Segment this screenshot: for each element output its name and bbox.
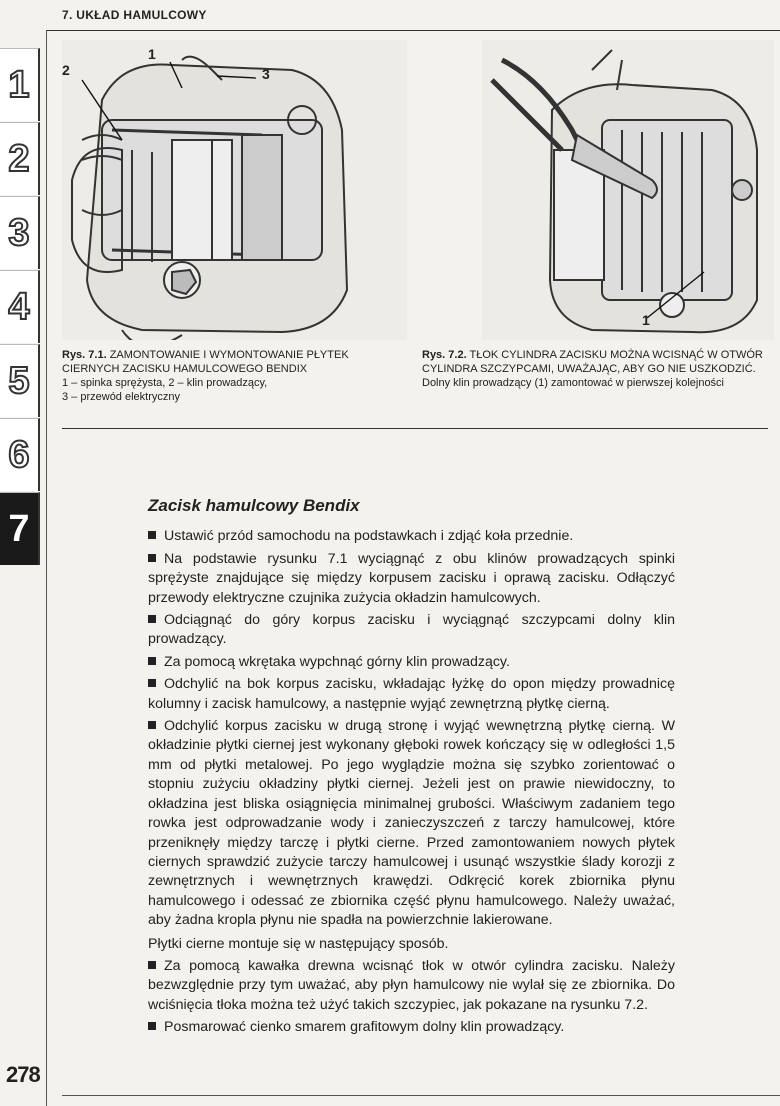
- figure-7-1-caption: [62, 348, 407, 404]
- chapter-tab-4[interactable]: 4: [0, 270, 40, 343]
- paragraph: [148, 717, 675, 930]
- caliper-piston-pliers-illustration: [482, 40, 774, 340]
- figure-7-2: [482, 40, 774, 340]
- chapter-tab-1[interactable]: 1: [0, 48, 40, 121]
- paragraph-text: Ustawić przód samochodu na podstawkach i zdjąć koła przednie.: [164, 528, 574, 545]
- chapter-tab-5[interactable]: 5: [0, 344, 40, 417]
- header-rule: [46, 30, 780, 31]
- paragraph-text: Za pomocą kawałka drewna wcisnąć tłok w otwór cylindra zacisku. Należy bezwzględnie przy tym uważać, aby płyn hamulcowy nie wylał się ze zbiornika. Do wciśnięcia tłoka można też użyć takich szczypiec, jak pokazane na rysunku 7.2.: [148, 957, 675, 1013]
- paragraph: [148, 1018, 675, 1037]
- section-header: 7. UKŁAD HAMULCOWY: [62, 8, 207, 22]
- page-number: 278: [6, 1062, 40, 1087]
- fig2-caption-title: TŁOK CYLINDRA ZACISKU MOŻNA WCISNĄĆ W OTWÓR CYLINDRA SZCZYPCAMI, UWAŻAJĄC, ABY GO NIE USZKODZIĆ.: [422, 349, 763, 375]
- fig2-caption-ref: Rys. 7.2.: [422, 349, 467, 361]
- paragraph: [148, 957, 675, 1015]
- bullet-square-icon: [148, 531, 156, 539]
- paragraph-text: Odciągnąć do góry korpus zacisku i wyciągnąć szczypcami dolny klin prowadzący.: [148, 612, 675, 648]
- chapter-tab-7[interactable]: 7: [0, 492, 40, 565]
- bullet-square-icon: [148, 961, 156, 969]
- figure-separator: [62, 428, 768, 429]
- bullet-square-icon: [148, 657, 156, 665]
- bullet-square-icon: [148, 615, 156, 623]
- paragraph: [148, 935, 675, 954]
- paragraph-text: Za pomocą wkrętaka wypchnąć górny klin prowadzący.: [164, 653, 510, 670]
- chapter-tab-6[interactable]: 6: [0, 418, 40, 491]
- fig1-label-3: 3: [262, 66, 270, 82]
- paragraph-text: Płytki cierne montuje się w następujący sposób.: [148, 935, 449, 952]
- figure-7-1: [62, 40, 407, 340]
- fig1-caption-line-1: 1 – spinka sprężysta, 2 – klin prowadzący,: [62, 377, 268, 389]
- fig1-caption-ref: Rys. 7.1.: [62, 349, 107, 361]
- article: [148, 496, 675, 1041]
- paragraph: [148, 527, 675, 546]
- fig2-caption-tail: Dolny klin prowadzący (1) zamontować w pierwszej kolejności: [422, 377, 725, 389]
- fig1-caption-title: ZAMONTOWANIE I WYMONTOWANIE PŁYTEK CIERNYCH ZACISKU HAMULCOWEGO BENDIX: [62, 349, 349, 375]
- fig2-label-1: 1: [642, 312, 650, 328]
- article-title: Zacisk hamulcowy Bendix: [148, 496, 360, 515]
- chapter-tabs: [0, 48, 40, 566]
- paragraph-text: Odchylić na bok korpus zacisku, wkładając łyżkę do opon między prowadnicę kolumny i zacisk hamulcowy, a następnie wyjąć zewnętrzną płytkę cierną.: [148, 676, 675, 712]
- fig1-label-2: 2: [62, 62, 70, 78]
- paragraph-text: Posmarować cienko smarem grafitowym dolny klin prowadzący.: [164, 1019, 565, 1036]
- figure-7-2-caption: [422, 348, 768, 390]
- bullet-square-icon: [148, 721, 156, 729]
- fig1-label-1: 1: [148, 46, 156, 62]
- chapter-tab-3[interactable]: 3: [0, 196, 40, 269]
- margin-rule: [46, 30, 47, 1106]
- footer-rule: [62, 1095, 780, 1096]
- chapter-tab-2[interactable]: 2: [0, 122, 40, 195]
- paragraph: [148, 611, 675, 650]
- paragraph: [148, 550, 675, 608]
- paragraph-text: Odchylić korpus zacisku w drugą stronę i wyjąć wewnętrzną płytkę cierną. W okładzinie płytki ciernej jest wykonany głęboki rowek kończący się w odległości 1,5 mm od płytki metalowej. Po jego wyglądzie można się szybko zorientować o stopniu zużyciu okładziny płytki ciernej. Jeżeli jest on prawie niewidoczny, to okładzina jest bliska osiągnięcia minimalnej grubości. Właściwym zadaniem tego rowka jest odprowadzanie wody i zanieczyszczeń z tarczy hamulcowej, które przeniknęły między tarczę i płytki cierne. Przed zamontowaniem nowych płytek ciernych sprawdzić zużycie tarczy hamulcowej i usunąć wszystkie ślady korozji z zewnętrznych i wewnętrznych krawędzi. Odkręcić korek zbiornika płynu hamulcowego i odessać ze zbiornika część płynu hamulcowego. Należy uważać, aby żadna kropla płynu nie spadła na powierzchnie lakierowane.: [148, 718, 675, 929]
- bullet-square-icon: [148, 679, 156, 687]
- fig1-caption-line-2: 3 – przewód elektryczny: [62, 391, 180, 403]
- paragraph: [148, 675, 675, 714]
- paragraph: [148, 653, 675, 672]
- bullet-square-icon: [148, 1022, 156, 1030]
- brake-caliper-illustration: [62, 40, 407, 340]
- bullet-square-icon: [148, 554, 156, 562]
- paragraph-text: Na podstawie rysunku 7.1 wyciągnąć z obu klinów prowadzących spinki sprężyste znajdujące się między korpusem zacisku i oprawą zacisku. Odłączyć przewody elektryczne czujnika zużycia okładzin hamulcowych.: [148, 550, 675, 606]
